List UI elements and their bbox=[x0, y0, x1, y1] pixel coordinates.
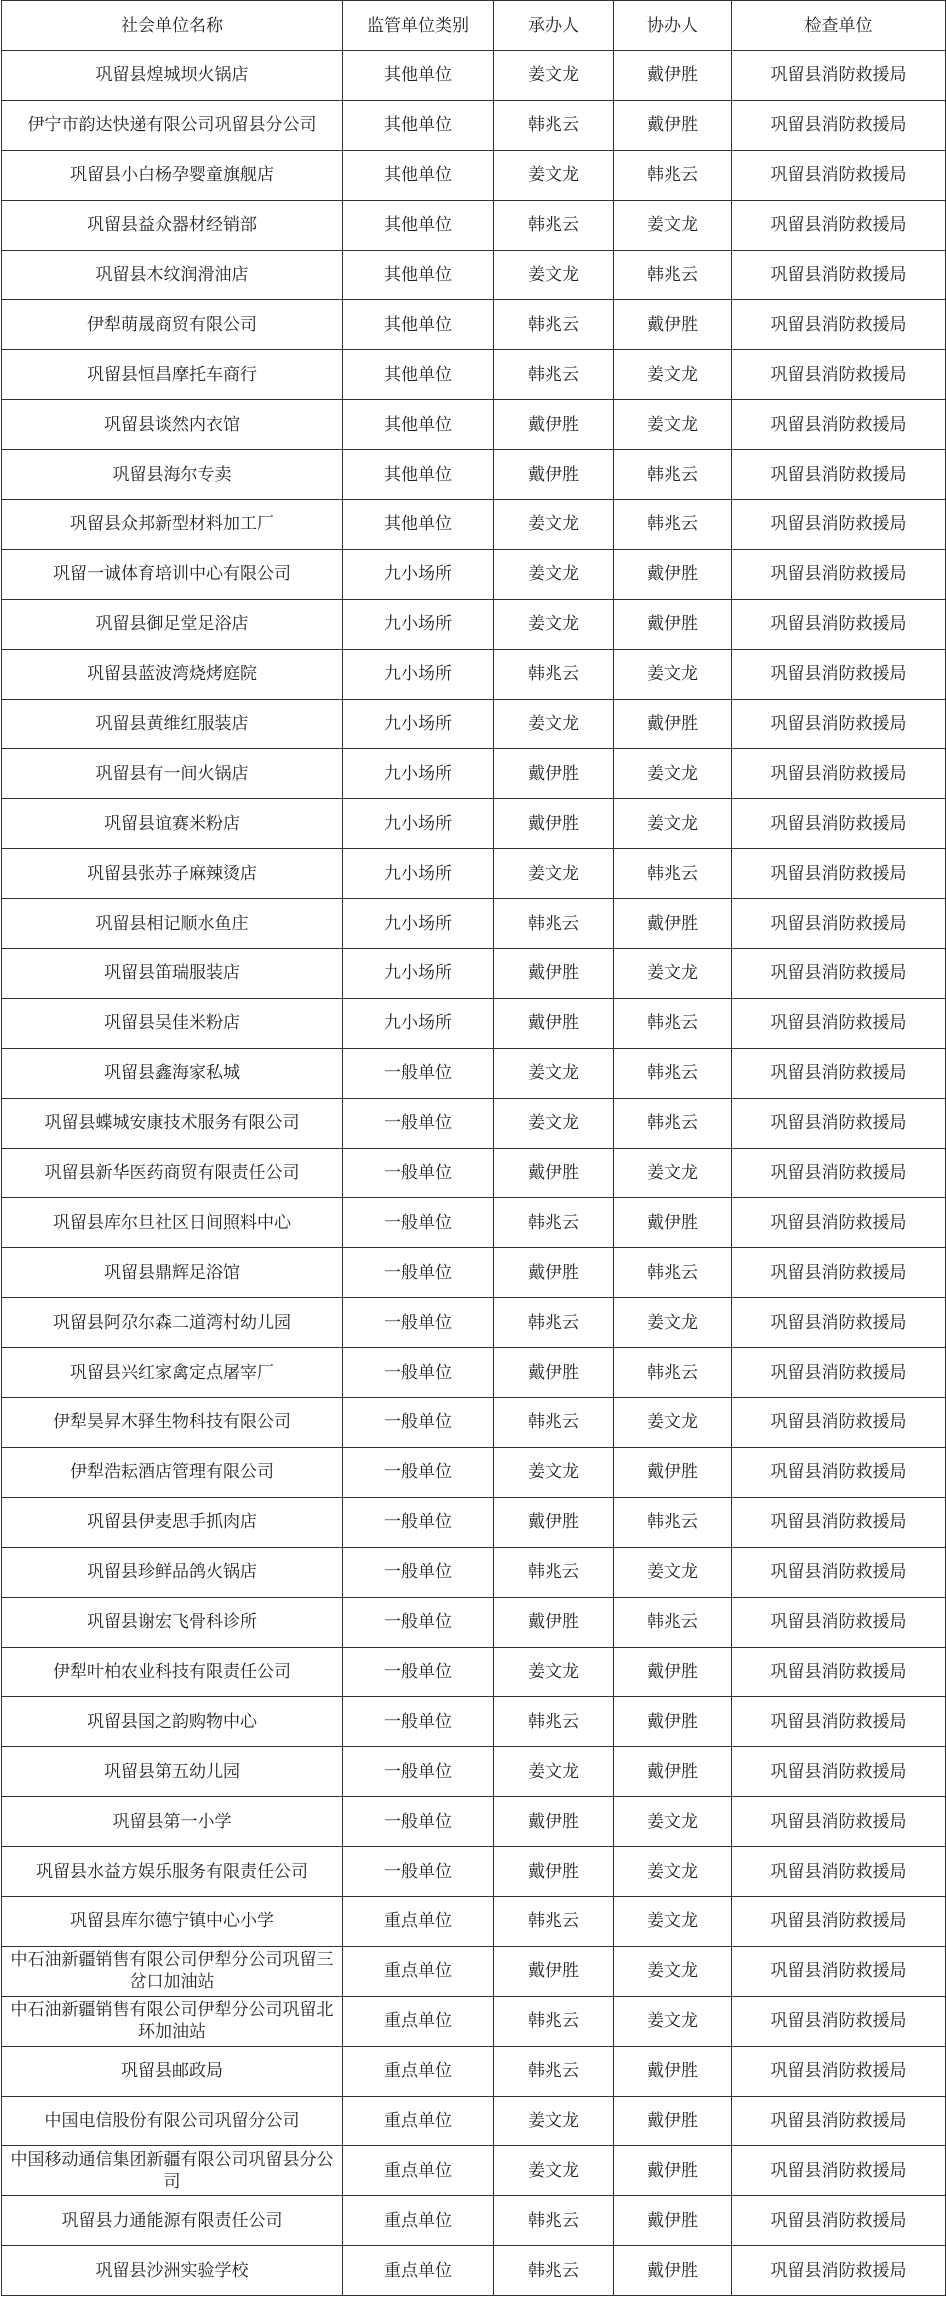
cell-category: 九小场所 bbox=[343, 849, 494, 899]
table-row bbox=[2, 1847, 946, 1897]
table-row bbox=[2, 1747, 946, 1797]
table-row bbox=[2, 1697, 946, 1747]
cell-category: 一般单位 bbox=[343, 1148, 494, 1198]
cell-category: 一般单位 bbox=[343, 1847, 494, 1897]
cell-category: 其他单位 bbox=[343, 500, 494, 550]
cell-unit-name: 巩留县阿尕尔森二道湾村幼儿园 bbox=[2, 1298, 343, 1348]
cell-inspector: 巩留县消防救援局 bbox=[732, 1797, 946, 1847]
cell-handler: 姜文龙 bbox=[494, 1647, 614, 1697]
cell-unit-name: 巩留县第五幼儿园 bbox=[2, 1747, 343, 1797]
table-row bbox=[2, 1497, 946, 1547]
table-row bbox=[2, 1248, 946, 1298]
cell-unit-name: 伊犁昊昇木驿生物科技有限公司 bbox=[2, 1398, 343, 1448]
cell-inspector: 巩留县消防救援局 bbox=[732, 1248, 946, 1298]
cell-unit-name: 中石油新疆销售有限公司伊犁分公司巩留三岔口加油站 bbox=[2, 1946, 343, 1996]
cell-category: 一般单位 bbox=[343, 1647, 494, 1697]
cell-unit-name: 伊犁萌晟商贸有限公司 bbox=[2, 300, 343, 350]
cell-assistant: 韩兆云 bbox=[614, 1048, 732, 1098]
cell-category: 重点单位 bbox=[343, 1996, 494, 2046]
cell-handler: 韩兆云 bbox=[494, 300, 614, 350]
table-row bbox=[2, 799, 946, 849]
table-row bbox=[2, 899, 946, 949]
cell-category: 其他单位 bbox=[343, 350, 494, 400]
cell-handler: 戴伊胜 bbox=[494, 1497, 614, 1547]
cell-category: 重点单位 bbox=[343, 2146, 494, 2196]
cell-unit-name: 巩留县沙洲实验学校 bbox=[2, 2246, 343, 2296]
cell-inspector: 巩留县消防救援局 bbox=[732, 1497, 946, 1547]
cell-assistant: 戴伊胜 bbox=[614, 899, 732, 949]
cell-category: 九小场所 bbox=[343, 998, 494, 1048]
table-row bbox=[2, 500, 946, 550]
cell-assistant: 韩兆云 bbox=[614, 1597, 732, 1647]
cell-handler: 姜文龙 bbox=[494, 250, 614, 300]
cell-assistant: 戴伊胜 bbox=[614, 549, 732, 599]
cell-unit-name: 巩留县黄维红服装店 bbox=[2, 699, 343, 749]
cell-unit-name: 巩留县海尔专卖 bbox=[2, 450, 343, 500]
cell-unit-name: 巩留县相记顺水鱼庄 bbox=[2, 899, 343, 949]
cell-inspector: 巩留县消防救援局 bbox=[732, 1946, 946, 1996]
table-row bbox=[2, 100, 946, 150]
cell-handler: 韩兆云 bbox=[494, 1996, 614, 2046]
cell-handler: 戴伊胜 bbox=[494, 1248, 614, 1298]
cell-handler: 戴伊胜 bbox=[494, 1847, 614, 1897]
cell-unit-name: 巩留县第一小学 bbox=[2, 1797, 343, 1847]
table-row bbox=[2, 400, 946, 450]
cell-inspector: 巩留县消防救援局 bbox=[732, 450, 946, 500]
cell-assistant: 姜文龙 bbox=[614, 1148, 732, 1198]
cell-category: 一般单位 bbox=[343, 1497, 494, 1547]
cell-inspector: 巩留县消防救援局 bbox=[732, 1697, 946, 1747]
cell-unit-name: 巩留县珍鲜品鸽火锅店 bbox=[2, 1547, 343, 1597]
cell-assistant: 姜文龙 bbox=[614, 1398, 732, 1448]
cell-assistant: 戴伊胜 bbox=[614, 51, 732, 101]
cell-handler: 姜文龙 bbox=[494, 1098, 614, 1148]
cell-handler: 姜文龙 bbox=[494, 2146, 614, 2196]
cell-unit-name: 中国电信股份有限公司巩留分公司 bbox=[2, 2096, 343, 2146]
table-row bbox=[2, 1298, 946, 1348]
cell-category: 一般单位 bbox=[343, 1398, 494, 1448]
cell-assistant: 韩兆云 bbox=[614, 1348, 732, 1398]
cell-unit-name: 中石油新疆销售有限公司伊犁分公司巩留北环加油站 bbox=[2, 1996, 343, 2046]
cell-category: 一般单位 bbox=[343, 1447, 494, 1497]
cell-inspector: 巩留县消防救援局 bbox=[732, 1447, 946, 1497]
cell-unit-name: 巩留县木纹润滑油店 bbox=[2, 250, 343, 300]
cell-assistant: 戴伊胜 bbox=[614, 2196, 732, 2246]
cell-category: 重点单位 bbox=[343, 1896, 494, 1946]
cell-assistant: 戴伊胜 bbox=[614, 599, 732, 649]
cell-handler: 戴伊胜 bbox=[494, 998, 614, 1048]
table-row bbox=[2, 2096, 946, 2146]
cell-category: 重点单位 bbox=[343, 1946, 494, 1996]
cell-inspector: 巩留县消防救援局 bbox=[732, 500, 946, 550]
cell-inspector: 巩留县消防救援局 bbox=[732, 1148, 946, 1198]
cell-assistant: 姜文龙 bbox=[614, 200, 732, 250]
header-handler: 承办人 bbox=[494, 1, 614, 51]
cell-handler: 韩兆云 bbox=[494, 1198, 614, 1248]
table-row bbox=[2, 649, 946, 699]
table-row bbox=[2, 1148, 946, 1198]
cell-inspector: 巩留县消防救援局 bbox=[732, 2246, 946, 2296]
cell-assistant: 姜文龙 bbox=[614, 649, 732, 699]
cell-handler: 姜文龙 bbox=[494, 500, 614, 550]
header-row bbox=[2, 1, 946, 51]
table-row bbox=[2, 350, 946, 400]
cell-handler: 韩兆云 bbox=[494, 1896, 614, 1946]
cell-assistant: 姜文龙 bbox=[614, 1896, 732, 1946]
cell-category: 九小场所 bbox=[343, 699, 494, 749]
cell-unit-name: 巩留县兴红家禽定点屠宰厂 bbox=[2, 1348, 343, 1398]
cell-unit-name: 巩留县库尔旦社区日间照料中心 bbox=[2, 1198, 343, 1248]
cell-inspector: 巩留县消防救援局 bbox=[732, 1597, 946, 1647]
table-row bbox=[2, 450, 946, 500]
cell-assistant: 戴伊胜 bbox=[614, 300, 732, 350]
cell-handler: 戴伊胜 bbox=[494, 949, 614, 999]
table-row bbox=[2, 1348, 946, 1398]
cell-handler: 姜文龙 bbox=[494, 150, 614, 200]
cell-inspector: 巩留县消防救援局 bbox=[732, 1896, 946, 1946]
cell-handler: 戴伊胜 bbox=[494, 1946, 614, 1996]
cell-inspector: 巩留县消防救援局 bbox=[732, 1048, 946, 1098]
cell-assistant: 戴伊胜 bbox=[614, 2046, 732, 2096]
cell-handler: 韩兆云 bbox=[494, 2246, 614, 2296]
cell-assistant: 姜文龙 bbox=[614, 749, 732, 799]
cell-category: 一般单位 bbox=[343, 1298, 494, 1348]
cell-handler: 戴伊胜 bbox=[494, 1148, 614, 1198]
cell-unit-name: 伊犁叶柏农业科技有限责任公司 bbox=[2, 1647, 343, 1697]
cell-inspector: 巩留县消防救援局 bbox=[732, 998, 946, 1048]
cell-inspector: 巩留县消防救援局 bbox=[732, 2046, 946, 2096]
cell-inspector: 巩留县消防救援局 bbox=[732, 1198, 946, 1248]
cell-category: 九小场所 bbox=[343, 749, 494, 799]
cell-assistant: 姜文龙 bbox=[614, 1996, 732, 2046]
cell-handler: 戴伊胜 bbox=[494, 400, 614, 450]
cell-unit-name: 巩留县力通能源有限责任公司 bbox=[2, 2196, 343, 2246]
cell-handler: 姜文龙 bbox=[494, 599, 614, 649]
cell-inspector: 巩留县消防救援局 bbox=[732, 200, 946, 250]
cell-category: 一般单位 bbox=[343, 1747, 494, 1797]
cell-assistant: 戴伊胜 bbox=[614, 2246, 732, 2296]
cell-assistant: 姜文龙 bbox=[614, 350, 732, 400]
cell-assistant: 戴伊胜 bbox=[614, 1647, 732, 1697]
cell-handler: 戴伊胜 bbox=[494, 1348, 614, 1398]
cell-handler: 韩兆云 bbox=[494, 1697, 614, 1747]
cell-handler: 韩兆云 bbox=[494, 649, 614, 699]
cell-handler: 韩兆云 bbox=[494, 1298, 614, 1348]
cell-handler: 韩兆云 bbox=[494, 2196, 614, 2246]
cell-inspector: 巩留县消防救援局 bbox=[732, 1098, 946, 1148]
cell-category: 一般单位 bbox=[343, 1597, 494, 1647]
table-row bbox=[2, 51, 946, 101]
cell-inspector: 巩留县消防救援局 bbox=[732, 150, 946, 200]
table-row bbox=[2, 1946, 946, 1996]
cell-handler: 姜文龙 bbox=[494, 1048, 614, 1098]
cell-assistant: 戴伊胜 bbox=[614, 1447, 732, 1497]
table-row bbox=[2, 549, 946, 599]
cell-inspector: 巩留县消防救援局 bbox=[732, 599, 946, 649]
cell-inspector: 巩留县消防救援局 bbox=[732, 549, 946, 599]
cell-category: 一般单位 bbox=[343, 1198, 494, 1248]
cell-unit-name: 巩留县煌城坝火锅店 bbox=[2, 51, 343, 101]
cell-category: 重点单位 bbox=[343, 2246, 494, 2296]
cell-inspector: 巩留县消防救援局 bbox=[732, 949, 946, 999]
cell-category: 九小场所 bbox=[343, 599, 494, 649]
cell-unit-name: 巩留县鑫海家私城 bbox=[2, 1048, 343, 1098]
cell-category: 其他单位 bbox=[343, 450, 494, 500]
header-category: 监管单位类别 bbox=[343, 1, 494, 51]
cell-handler: 姜文龙 bbox=[494, 1447, 614, 1497]
cell-assistant: 姜文龙 bbox=[614, 1298, 732, 1348]
cell-category: 一般单位 bbox=[343, 1048, 494, 1098]
table-row bbox=[2, 1447, 946, 1497]
cell-unit-name: 巩留县谢宏飞骨科诊所 bbox=[2, 1597, 343, 1647]
cell-unit-name: 巩留县谊赛米粉店 bbox=[2, 799, 343, 849]
table-row bbox=[2, 250, 946, 300]
cell-category: 重点单位 bbox=[343, 2196, 494, 2246]
cell-category: 重点单位 bbox=[343, 2046, 494, 2096]
cell-inspector: 巩留县消防救援局 bbox=[732, 899, 946, 949]
cell-inspector: 巩留县消防救援局 bbox=[732, 1647, 946, 1697]
table-row bbox=[2, 599, 946, 649]
cell-assistant: 韩兆云 bbox=[614, 998, 732, 1048]
table-row bbox=[2, 2146, 946, 2196]
cell-unit-name: 巩留县张苏子麻辣烫店 bbox=[2, 849, 343, 899]
table-row bbox=[2, 949, 946, 999]
cell-inspector: 巩留县消防救援局 bbox=[732, 1298, 946, 1348]
table-row bbox=[2, 300, 946, 350]
cell-handler: 戴伊胜 bbox=[494, 799, 614, 849]
cell-unit-name: 巩留县恒昌摩托车商行 bbox=[2, 350, 343, 400]
cell-assistant: 韩兆云 bbox=[614, 150, 732, 200]
cell-unit-name: 巩留一诚体育培训中心有限公司 bbox=[2, 549, 343, 599]
cell-handler: 戴伊胜 bbox=[494, 1597, 614, 1647]
cell-inspector: 巩留县消防救援局 bbox=[732, 1348, 946, 1398]
cell-unit-name: 巩留县伊麦思手抓肉店 bbox=[2, 1497, 343, 1547]
cell-unit-name: 巩留县益众器材经销部 bbox=[2, 200, 343, 250]
cell-handler: 姜文龙 bbox=[494, 699, 614, 749]
table-header bbox=[2, 1, 946, 51]
header-inspector: 检查单位 bbox=[732, 1, 946, 51]
cell-unit-name: 巩留县国之韵购物中心 bbox=[2, 1697, 343, 1747]
cell-category: 九小场所 bbox=[343, 549, 494, 599]
cell-inspector: 巩留县消防救援局 bbox=[732, 100, 946, 150]
cell-assistant: 韩兆云 bbox=[614, 1248, 732, 1298]
cell-inspector: 巩留县消防救援局 bbox=[732, 400, 946, 450]
cell-handler: 姜文龙 bbox=[494, 1747, 614, 1797]
cell-inspector: 巩留县消防救援局 bbox=[732, 649, 946, 699]
cell-category: 九小场所 bbox=[343, 649, 494, 699]
cell-assistant: 韩兆云 bbox=[614, 1098, 732, 1148]
cell-category: 一般单位 bbox=[343, 1697, 494, 1747]
table-row bbox=[2, 1048, 946, 1098]
table-row bbox=[2, 749, 946, 799]
cell-unit-name: 巩留县蝶城安康技术服务有限公司 bbox=[2, 1098, 343, 1148]
cell-inspector: 巩留县消防救援局 bbox=[732, 749, 946, 799]
cell-inspector: 巩留县消防救援局 bbox=[732, 300, 946, 350]
inspection-table bbox=[1, 0, 946, 2296]
cell-unit-name: 巩留县库尔德宁镇中心小学 bbox=[2, 1896, 343, 1946]
cell-category: 其他单位 bbox=[343, 300, 494, 350]
cell-assistant: 戴伊胜 bbox=[614, 100, 732, 150]
cell-category: 一般单位 bbox=[343, 1797, 494, 1847]
cell-inspector: 巩留县消防救援局 bbox=[732, 2096, 946, 2146]
cell-unit-name: 伊犁浩耘酒店管理有限公司 bbox=[2, 1447, 343, 1497]
table-row bbox=[2, 2196, 946, 2246]
cell-handler: 韩兆云 bbox=[494, 200, 614, 250]
cell-assistant: 戴伊胜 bbox=[614, 1198, 732, 1248]
cell-inspector: 巩留县消防救援局 bbox=[732, 1747, 946, 1797]
table-row bbox=[2, 849, 946, 899]
table-row bbox=[2, 1647, 946, 1697]
table-row bbox=[2, 2246, 946, 2296]
table-row bbox=[2, 1996, 946, 2046]
cell-category: 一般单位 bbox=[343, 1098, 494, 1148]
table-row bbox=[2, 1198, 946, 1248]
cell-category: 其他单位 bbox=[343, 400, 494, 450]
cell-unit-name: 巩留县御足堂足浴店 bbox=[2, 599, 343, 649]
table-row bbox=[2, 998, 946, 1048]
cell-inspector: 巩留县消防救援局 bbox=[732, 849, 946, 899]
cell-assistant: 戴伊胜 bbox=[614, 1747, 732, 1797]
cell-handler: 姜文龙 bbox=[494, 549, 614, 599]
cell-unit-name: 巩留县鼎辉足浴馆 bbox=[2, 1248, 343, 1298]
cell-category: 其他单位 bbox=[343, 250, 494, 300]
cell-assistant: 韩兆云 bbox=[614, 450, 732, 500]
table-row bbox=[2, 1547, 946, 1597]
cell-category: 九小场所 bbox=[343, 949, 494, 999]
cell-category: 一般单位 bbox=[343, 1248, 494, 1298]
cell-inspector: 巩留县消防救援局 bbox=[732, 1847, 946, 1897]
cell-category: 九小场所 bbox=[343, 899, 494, 949]
cell-handler: 韩兆云 bbox=[494, 1398, 614, 1448]
cell-assistant: 戴伊胜 bbox=[614, 2146, 732, 2196]
cell-assistant: 戴伊胜 bbox=[614, 1697, 732, 1747]
cell-category: 其他单位 bbox=[343, 150, 494, 200]
cell-assistant: 韩兆云 bbox=[614, 500, 732, 550]
cell-assistant: 姜文龙 bbox=[614, 400, 732, 450]
cell-assistant: 韩兆云 bbox=[614, 1497, 732, 1547]
table-row bbox=[2, 699, 946, 749]
cell-assistant: 姜文龙 bbox=[614, 1797, 732, 1847]
cell-unit-name: 巩留县水益方娱乐服务有限责任公司 bbox=[2, 1847, 343, 1897]
cell-unit-name: 巩留县众邦新型材料加工厂 bbox=[2, 500, 343, 550]
table-row bbox=[2, 1896, 946, 1946]
cell-inspector: 巩留县消防救援局 bbox=[732, 1547, 946, 1597]
header-assistant: 协办人 bbox=[614, 1, 732, 51]
cell-assistant: 姜文龙 bbox=[614, 949, 732, 999]
cell-handler: 韩兆云 bbox=[494, 2046, 614, 2096]
cell-inspector: 巩留县消防救援局 bbox=[732, 2196, 946, 2246]
cell-inspector: 巩留县消防救援局 bbox=[732, 699, 946, 749]
cell-unit-name: 中国移动通信集团新疆有限公司巩留县分公司 bbox=[2, 2146, 343, 2196]
cell-unit-name: 伊宁市韵达快递有限公司巩留县分公司 bbox=[2, 100, 343, 150]
cell-unit-name: 巩留县蓝波湾烧烤庭院 bbox=[2, 649, 343, 699]
cell-category: 其他单位 bbox=[343, 100, 494, 150]
cell-unit-name: 巩留县邮政局 bbox=[2, 2046, 343, 2096]
cell-inspector: 巩留县消防救援局 bbox=[732, 1398, 946, 1448]
cell-handler: 韩兆云 bbox=[494, 1547, 614, 1597]
cell-inspector: 巩留县消防救援局 bbox=[732, 250, 946, 300]
cell-handler: 姜文龙 bbox=[494, 2096, 614, 2146]
cell-inspector: 巩留县消防救援局 bbox=[732, 51, 946, 101]
table-row bbox=[2, 150, 946, 200]
cell-unit-name: 巩留县小白杨孕婴童旗舰店 bbox=[2, 150, 343, 200]
cell-assistant: 姜文龙 bbox=[614, 799, 732, 849]
cell-assistant: 姜文龙 bbox=[614, 1946, 732, 1996]
cell-handler: 韩兆云 bbox=[494, 350, 614, 400]
cell-handler: 戴伊胜 bbox=[494, 749, 614, 799]
table-row bbox=[2, 1098, 946, 1148]
cell-assistant: 戴伊胜 bbox=[614, 699, 732, 749]
cell-handler: 姜文龙 bbox=[494, 849, 614, 899]
cell-category: 九小场所 bbox=[343, 799, 494, 849]
cell-handler: 韩兆云 bbox=[494, 100, 614, 150]
table-row bbox=[2, 2046, 946, 2096]
cell-unit-name: 巩留县笛瑞服装店 bbox=[2, 949, 343, 999]
table-row bbox=[2, 200, 946, 250]
cell-handler: 韩兆云 bbox=[494, 899, 614, 949]
cell-unit-name: 巩留县新华医药商贸有限责任公司 bbox=[2, 1148, 343, 1198]
cell-unit-name: 巩留县有一间火锅店 bbox=[2, 749, 343, 799]
cell-category: 一般单位 bbox=[343, 1348, 494, 1398]
cell-assistant: 姜文龙 bbox=[614, 1847, 732, 1897]
cell-category: 其他单位 bbox=[343, 200, 494, 250]
cell-handler: 姜文龙 bbox=[494, 51, 614, 101]
cell-assistant: 韩兆云 bbox=[614, 849, 732, 899]
cell-unit-name: 巩留县吴佳米粉店 bbox=[2, 998, 343, 1048]
cell-inspector: 巩留县消防救援局 bbox=[732, 350, 946, 400]
cell-category: 一般单位 bbox=[343, 1547, 494, 1597]
cell-inspector: 巩留县消防救援局 bbox=[732, 1996, 946, 2046]
cell-assistant: 姜文龙 bbox=[614, 1547, 732, 1597]
cell-category: 重点单位 bbox=[343, 2096, 494, 2146]
cell-inspector: 巩留县消防救援局 bbox=[732, 2146, 946, 2196]
cell-assistant: 戴伊胜 bbox=[614, 2096, 732, 2146]
cell-category: 其他单位 bbox=[343, 51, 494, 101]
header-unit-name: 社会单位名称 bbox=[2, 1, 343, 51]
table-row bbox=[2, 1398, 946, 1448]
cell-handler: 戴伊胜 bbox=[494, 450, 614, 500]
cell-assistant: 韩兆云 bbox=[614, 250, 732, 300]
cell-inspector: 巩留县消防救援局 bbox=[732, 799, 946, 849]
table-row bbox=[2, 1797, 946, 1847]
table-row bbox=[2, 1597, 946, 1647]
cell-unit-name: 巩留县谈然内衣馆 bbox=[2, 400, 343, 450]
table-body bbox=[2, 51, 946, 2296]
cell-handler: 戴伊胜 bbox=[494, 1797, 614, 1847]
